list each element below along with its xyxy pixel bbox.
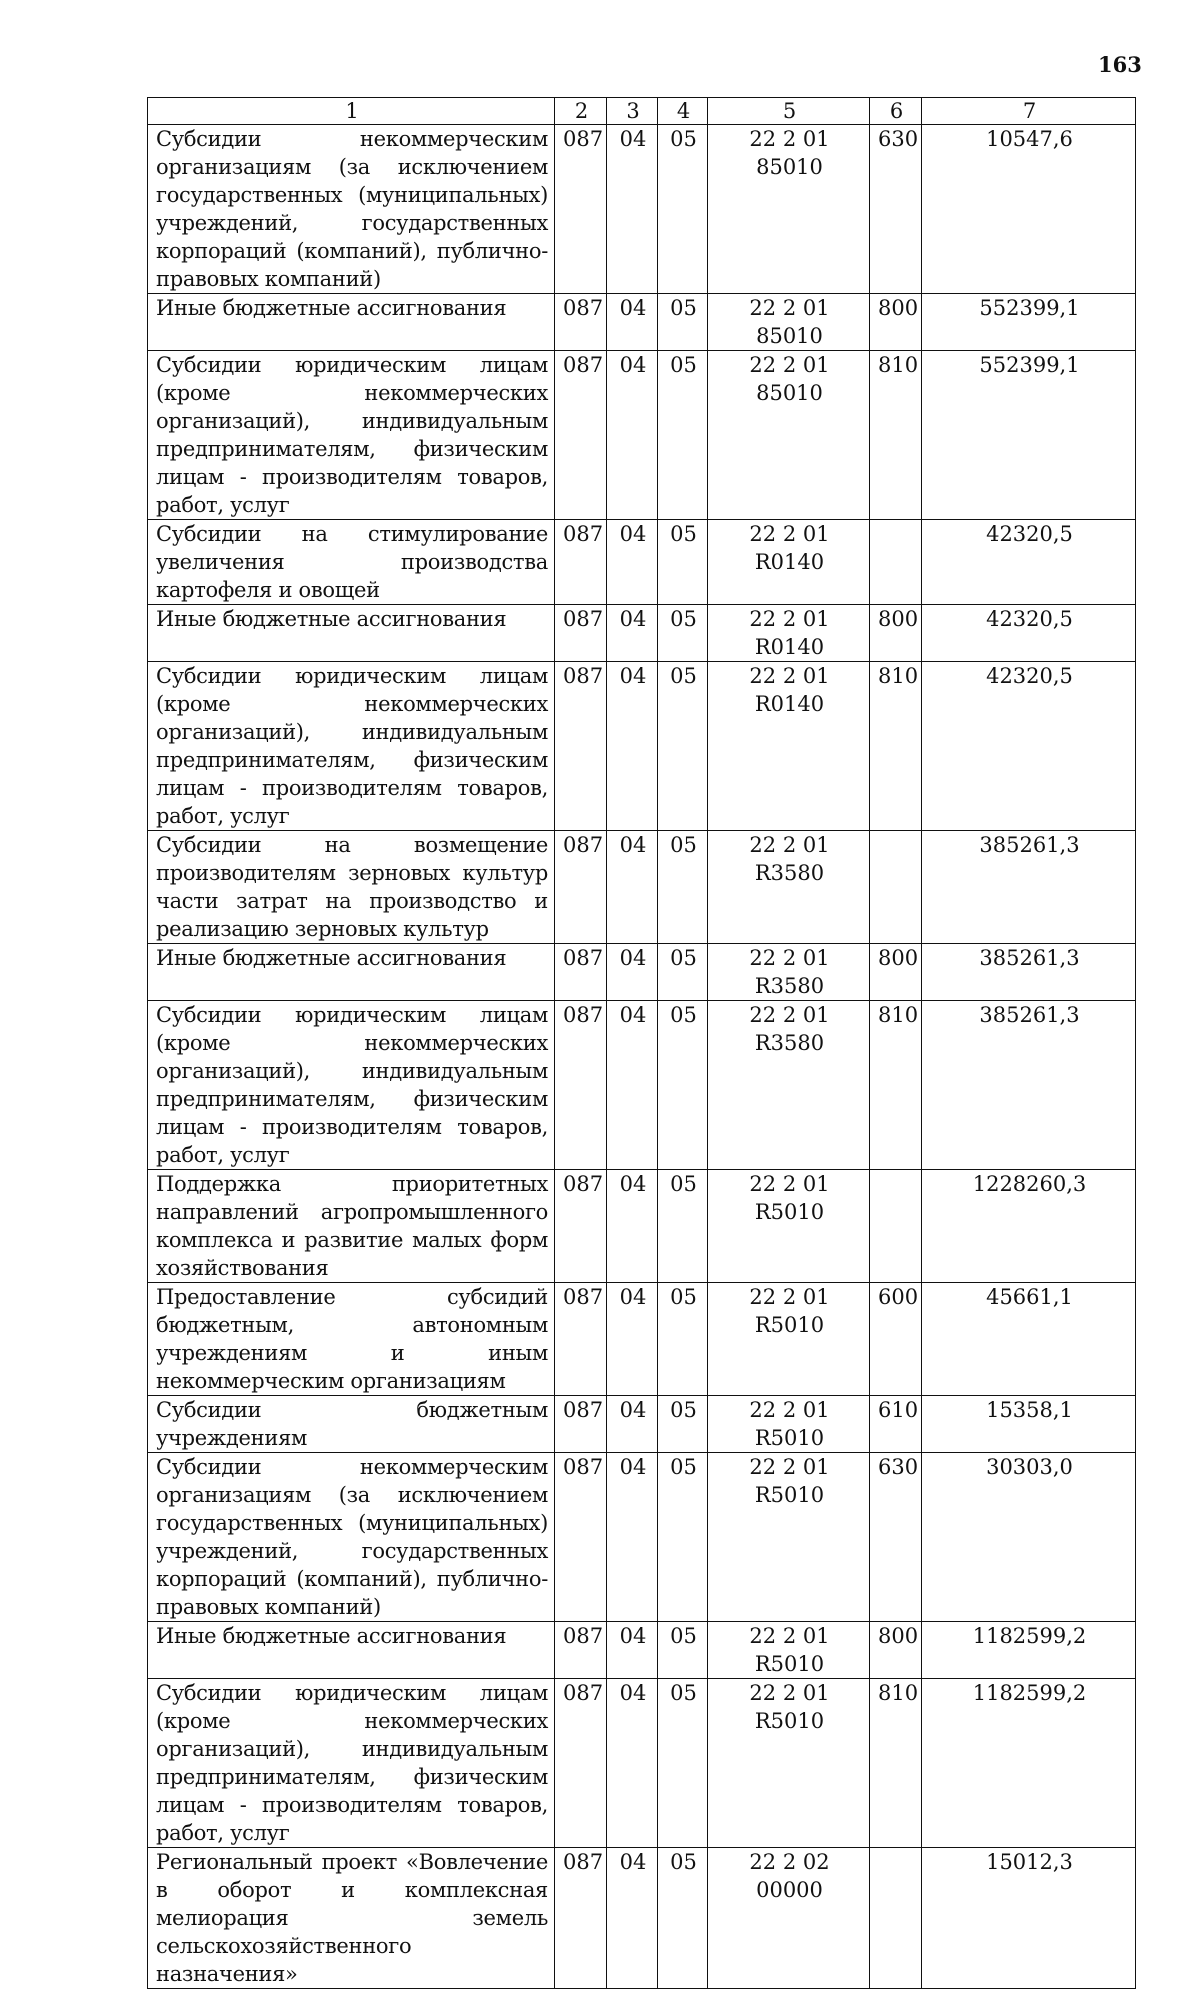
row-description: Предоставление субсидий бюджетным, автономным учреждениям и иным некоммерческим организациям: [148, 1283, 555, 1396]
row-amount: 1228260,3: [922, 1170, 1136, 1283]
row-subsection-code: 05: [658, 1396, 708, 1453]
column-header: 6: [870, 98, 922, 125]
row-description: Субсидии на возмещение производителям зерновых культур части затрат на производство и реализацию зерновых культур: [148, 831, 555, 944]
row-department-code: 087: [555, 351, 607, 520]
row-section-code: 04: [607, 662, 658, 831]
row-expense-type: 610: [870, 1396, 922, 1453]
row-department-code: 087: [555, 944, 607, 1001]
row-amount: 10547,6: [922, 125, 1136, 294]
row-subsection-code: 05: [658, 944, 708, 1001]
row-section-code: 04: [607, 1622, 658, 1679]
row-subsection-code: 05: [658, 1283, 708, 1396]
row-expense-type: 810: [870, 662, 922, 831]
row-target-article: 22 2 01 R5010: [708, 1283, 870, 1396]
table-row: [148, 520, 1136, 605]
row-amount: 385261,3: [922, 944, 1136, 1001]
row-department-code: 087: [555, 520, 607, 605]
row-target-article: 22 2 01 R5010: [708, 1622, 870, 1679]
row-expense-type: 800: [870, 294, 922, 351]
row-expense-type: 800: [870, 1622, 922, 1679]
row-subsection-code: 05: [658, 831, 708, 944]
row-section-code: 04: [607, 351, 658, 520]
row-subsection-code: 05: [658, 1848, 708, 1989]
row-expense-type: [870, 1848, 922, 1989]
row-section-code: 04: [607, 1001, 658, 1170]
row-target-article: 22 2 01 R5010: [708, 1170, 870, 1283]
table-row: [148, 125, 1136, 294]
row-expense-type: 630: [870, 1453, 922, 1622]
row-amount: 1182599,2: [922, 1622, 1136, 1679]
column-header: 4: [658, 98, 708, 125]
row-section-code: 04: [607, 1396, 658, 1453]
row-subsection-code: 05: [658, 351, 708, 520]
row-description: Субсидии некоммерческим организациям (за исключением государственных (муниципальных) учреждений, государственных корпораций (компаний), публично-правовых компаний): [148, 1453, 555, 1622]
row-section-code: 04: [607, 1679, 658, 1848]
row-description: Субсидии юридическим лицам (кроме некоммерческих организаций), индивидуальным предпринимателям, физическим лицам - производителям товаров, работ, услуг: [148, 351, 555, 520]
row-department-code: 087: [555, 831, 607, 944]
row-expense-type: 800: [870, 944, 922, 1001]
row-description: Иные бюджетные ассигнования: [148, 294, 555, 351]
table-row: [148, 1453, 1136, 1622]
row-department-code: 087: [555, 1170, 607, 1283]
table-body: [148, 125, 1136, 1989]
row-description: Поддержка приоритетных направлений агропромышленного комплекса и развитие малых форм хозяйствования: [148, 1170, 555, 1283]
row-target-article: 22 2 02 00000: [708, 1848, 870, 1989]
budget-table: [147, 97, 1136, 1989]
row-expense-type: 810: [870, 351, 922, 520]
row-amount: 30303,0: [922, 1453, 1136, 1622]
row-subsection-code: 05: [658, 662, 708, 831]
row-department-code: 087: [555, 1679, 607, 1848]
row-target-article: 22 2 01 85010: [708, 125, 870, 294]
row-subsection-code: 05: [658, 605, 708, 662]
table-row: [148, 1001, 1136, 1170]
row-target-article: 22 2 01 R3580: [708, 944, 870, 1001]
column-header: 2: [555, 98, 607, 125]
row-description: Субсидии на стимулирование увеличения производства картофеля и овощей: [148, 520, 555, 605]
column-header: 1: [148, 98, 555, 125]
row-department-code: 087: [555, 125, 607, 294]
row-target-article: 22 2 01 R0140: [708, 662, 870, 831]
row-subsection-code: 05: [658, 1679, 708, 1848]
row-section-code: 04: [607, 1453, 658, 1622]
row-subsection-code: 05: [658, 1170, 708, 1283]
page-number: 163: [1098, 52, 1142, 77]
row-amount: 552399,1: [922, 294, 1136, 351]
column-header: 7: [922, 98, 1136, 125]
table-row: [148, 294, 1136, 351]
row-department-code: 087: [555, 605, 607, 662]
row-description: Иные бюджетные ассигнования: [148, 944, 555, 1001]
row-expense-type: 810: [870, 1001, 922, 1170]
row-expense-type: 630: [870, 125, 922, 294]
row-target-article: 22 2 01 85010: [708, 351, 870, 520]
row-department-code: 087: [555, 294, 607, 351]
row-target-article: 22 2 01 R5010: [708, 1679, 870, 1848]
row-description: Субсидии юридическим лицам (кроме некоммерческих организаций), индивидуальным предпринимателям, физическим лицам - производителям товаров, работ, услуг: [148, 1679, 555, 1848]
table-row: [148, 1848, 1136, 1989]
row-department-code: 087: [555, 1396, 607, 1453]
column-header: 5: [708, 98, 870, 125]
row-department-code: 087: [555, 1453, 607, 1622]
row-target-article: 22 2 01 R5010: [708, 1453, 870, 1622]
row-description: Субсидии некоммерческим организациям (за исключением государственных (муниципальных) учреждений, государственных корпораций (компаний), публично-правовых компаний): [148, 125, 555, 294]
table-row: [148, 1283, 1136, 1396]
row-target-article: 22 2 01 R0140: [708, 520, 870, 605]
column-header: 3: [607, 98, 658, 125]
row-subsection-code: 05: [658, 294, 708, 351]
row-description: Субсидии юридическим лицам (кроме некоммерческих организаций), индивидуальным предпринимателям, физическим лицам - производителям товаров, работ, услуг: [148, 662, 555, 831]
row-amount: 1182599,2: [922, 1679, 1136, 1848]
row-subsection-code: 05: [658, 520, 708, 605]
row-amount: 42320,5: [922, 662, 1136, 831]
row-amount: 42320,5: [922, 605, 1136, 662]
row-section-code: 04: [607, 125, 658, 294]
table-row: [148, 1396, 1136, 1453]
row-section-code: 04: [607, 831, 658, 944]
row-description: Субсидии бюджетным учреждениям: [148, 1396, 555, 1453]
row-expense-type: 800: [870, 605, 922, 662]
row-department-code: 087: [555, 1848, 607, 1989]
row-subsection-code: 05: [658, 1001, 708, 1170]
row-expense-type: 600: [870, 1283, 922, 1396]
table-row: [148, 1622, 1136, 1679]
row-section-code: 04: [607, 520, 658, 605]
row-amount: 42320,5: [922, 520, 1136, 605]
row-subsection-code: 05: [658, 1622, 708, 1679]
row-target-article: 22 2 01 R3580: [708, 831, 870, 944]
row-section-code: 04: [607, 1170, 658, 1283]
row-target-article: 22 2 01 R3580: [708, 1001, 870, 1170]
table-row: [148, 1170, 1136, 1283]
row-amount: 385261,3: [922, 831, 1136, 944]
row-section-code: 04: [607, 944, 658, 1001]
row-subsection-code: 05: [658, 1453, 708, 1622]
row-section-code: 04: [607, 294, 658, 351]
row-department-code: 087: [555, 1622, 607, 1679]
row-description: Иные бюджетные ассигнования: [148, 1622, 555, 1679]
row-amount: 15012,3: [922, 1848, 1136, 1989]
table-header: [148, 98, 1136, 125]
row-description: Региональный проект «Вовлечение в оборот и комплексная мелиорация земель сельскохозяйственного назначения»: [148, 1848, 555, 1989]
table-row: [148, 1679, 1136, 1848]
table-row: [148, 662, 1136, 831]
row-amount: 45661,1: [922, 1283, 1136, 1396]
row-section-code: 04: [607, 605, 658, 662]
row-target-article: 22 2 01 R0140: [708, 605, 870, 662]
row-section-code: 04: [607, 1848, 658, 1989]
row-expense-type: [870, 831, 922, 944]
row-expense-type: [870, 520, 922, 605]
row-amount: 15358,1: [922, 1396, 1136, 1453]
row-description: Иные бюджетные ассигнования: [148, 605, 555, 662]
row-description: Субсидии юридическим лицам (кроме некоммерческих организаций), индивидуальным предпринимателям, физическим лицам - производителям товаров, работ, услуг: [148, 1001, 555, 1170]
row-department-code: 087: [555, 662, 607, 831]
row-section-code: 04: [607, 1283, 658, 1396]
table-row: [148, 351, 1136, 520]
row-amount: 385261,3: [922, 1001, 1136, 1170]
table-row: [148, 605, 1136, 662]
table-row: [148, 831, 1136, 944]
row-expense-type: 810: [870, 1679, 922, 1848]
row-department-code: 087: [555, 1001, 607, 1170]
table-row: [148, 944, 1136, 1001]
row-expense-type: [870, 1170, 922, 1283]
row-target-article: 22 2 01 R5010: [708, 1396, 870, 1453]
row-amount: 552399,1: [922, 351, 1136, 520]
row-target-article: 22 2 01 85010: [708, 294, 870, 351]
row-subsection-code: 05: [658, 125, 708, 294]
row-department-code: 087: [555, 1283, 607, 1396]
header-row: [148, 98, 1136, 125]
